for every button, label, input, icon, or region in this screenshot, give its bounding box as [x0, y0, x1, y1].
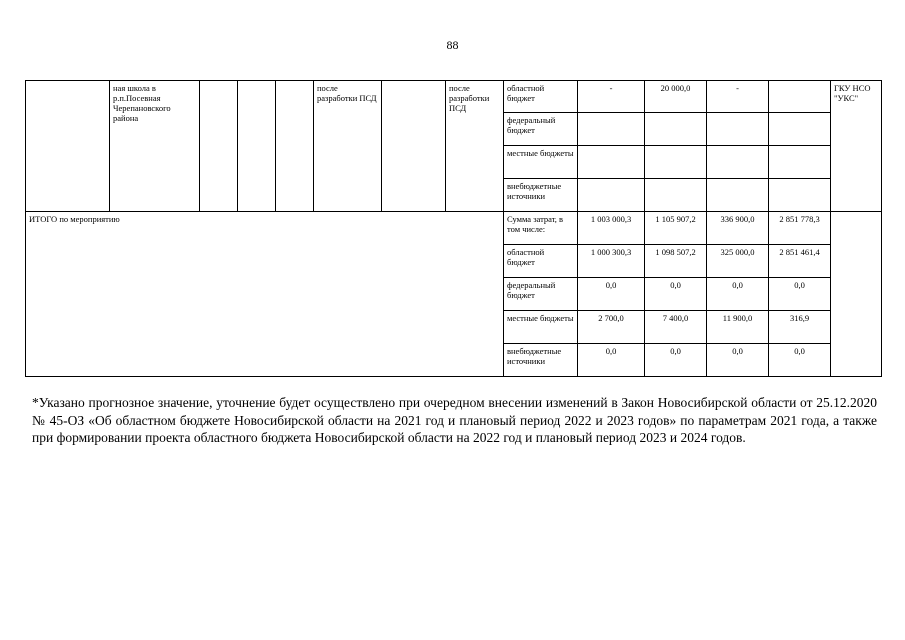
- source-label: федеральный бюджет: [504, 278, 578, 311]
- table-row: местные бюджеты 2 700,0 7 400,0 11 900,0 316,9: [26, 311, 882, 344]
- term-end: после разработки ПСД: [446, 81, 504, 212]
- value-cell: 2 851 778,3: [769, 212, 831, 245]
- value-cell: -: [578, 81, 645, 113]
- source-label: местные бюджеты: [504, 311, 578, 344]
- budget-table: [25, 80, 882, 377]
- value-cell: 20 000,0: [645, 81, 707, 113]
- footnote: *Указано прогнозное значение, уточнение будет осуществлено при очередном внесении изменений в Закон Новосибирской области от 25.12.2020 № 45-ОЗ «Об областном бюджете Новосибирской области на 2021 год и плановый период 2022 и 2023 годов» по параметрам 2021 года, а также при формировании проекта областного бюджета Новосибирской области на 2022 год и плановый период 2023 и 2024 годов.: [32, 395, 877, 445]
- source-label: внебюджетные источники: [504, 179, 578, 212]
- table-row: [26, 212, 882, 245]
- value-cell: 336 900,0: [707, 212, 769, 245]
- total-label: ИТОГО по мероприятию: [26, 212, 504, 377]
- object-name: ная школа в р.п.Посевная Черепановского района: [110, 81, 200, 212]
- source-label: Сумма затрат, в том числе:: [504, 212, 578, 245]
- value-cell: [769, 81, 831, 113]
- source-label: федеральный бюджет: [504, 113, 578, 146]
- value-cell: 1 105 907,2: [645, 212, 707, 245]
- table-row: федеральный бюджет 0,0 0,0 0,0 0,0: [26, 278, 882, 311]
- source-label: областной бюджет: [504, 81, 578, 113]
- table-row: областной бюджет 1 000 300,3 1 098 507,2 325 000,0 2 851 461,4: [26, 245, 882, 278]
- executor: ГКУ НСО "УКС": [831, 81, 882, 212]
- source-label: внебюджетные источники: [504, 344, 578, 377]
- source-label: областной бюджет: [504, 245, 578, 278]
- value-cell: 1 003 000,3: [578, 212, 645, 245]
- term-start: после разработки ПСД: [314, 81, 382, 212]
- source-label: местные бюджеты: [504, 146, 578, 179]
- page-number: 88: [446, 38, 459, 52]
- table-row: [26, 81, 882, 113]
- empty-cell: [26, 81, 110, 212]
- value-cell: -: [707, 81, 769, 113]
- table-row: внебюджетные источники 0,0 0,0 0,0 0,0: [26, 344, 882, 377]
